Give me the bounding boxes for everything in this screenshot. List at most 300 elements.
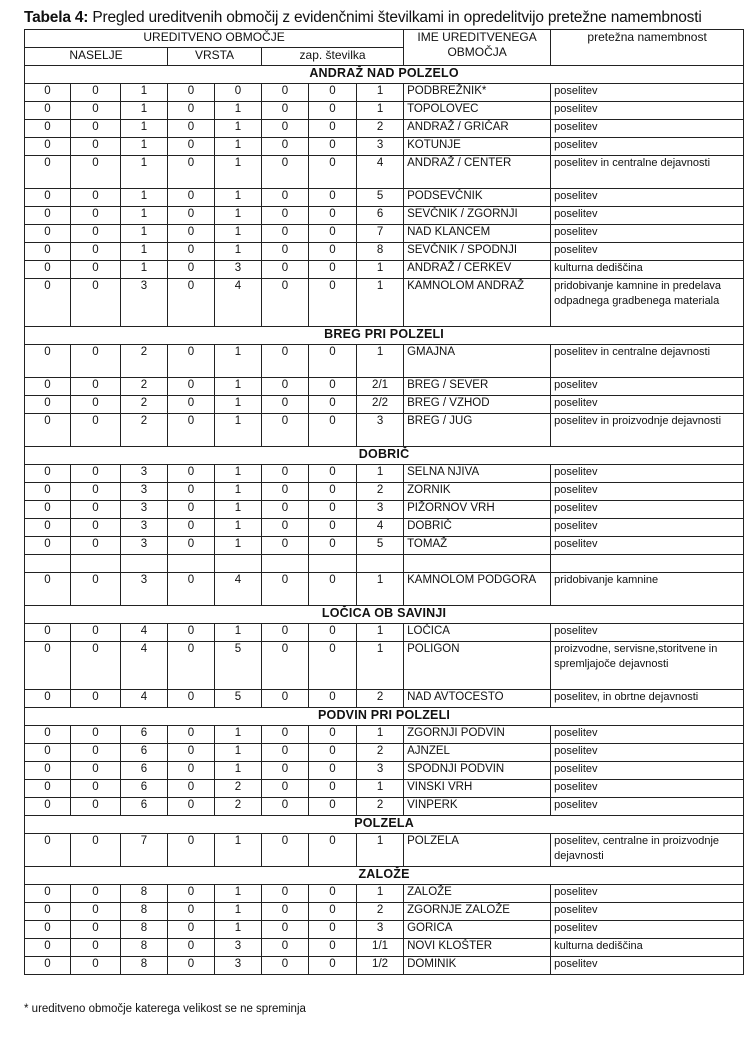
area-name-cell: LOČICA bbox=[404, 624, 551, 642]
code-cell: 6 bbox=[121, 780, 168, 798]
code-cell: 0 bbox=[262, 834, 309, 867]
table-row bbox=[25, 690, 744, 708]
code-cell: 4 bbox=[121, 690, 168, 708]
code-cell: 0 bbox=[309, 279, 357, 327]
code-cell: 0 bbox=[25, 762, 71, 780]
code-cell: 1 bbox=[357, 465, 404, 483]
code-cell: 0 bbox=[71, 225, 121, 243]
area-name-cell: TOPOLOVEC bbox=[404, 102, 551, 120]
code-cell: 1 bbox=[215, 744, 262, 762]
code-cell: 0 bbox=[168, 798, 215, 816]
land-use-cell: kulturna dediščina bbox=[551, 261, 744, 279]
section-title: ANDRAŽ NAD POLZELO bbox=[25, 66, 744, 84]
code-cell: 0 bbox=[71, 780, 121, 798]
area-name-cell: GORICA bbox=[404, 921, 551, 939]
code-cell: 1 bbox=[121, 189, 168, 207]
code-cell: 1 bbox=[215, 519, 262, 537]
table-row bbox=[25, 957, 744, 975]
code-cell: 3 bbox=[121, 465, 168, 483]
table-row bbox=[25, 885, 744, 903]
code-cell: 0 bbox=[71, 156, 121, 189]
code-cell: 0 bbox=[262, 903, 309, 921]
table-title-label: Tabela 4: bbox=[24, 9, 89, 26]
code-cell: 2 bbox=[357, 690, 404, 708]
code-cell: 1 bbox=[215, 138, 262, 156]
area-name-cell: ANDRAŽ / CENTER bbox=[404, 156, 551, 189]
code-cell: 0 bbox=[71, 726, 121, 744]
code-cell: 0 bbox=[25, 261, 71, 279]
code-cell: 0 bbox=[25, 243, 71, 261]
code-cell: 5 bbox=[357, 189, 404, 207]
footnote: * ureditveno območje katerega velikost se ne spreminja bbox=[24, 1003, 306, 1015]
code-cell: 0 bbox=[71, 798, 121, 816]
table-row bbox=[25, 120, 744, 138]
code-cell: 0 bbox=[71, 537, 121, 555]
section-title: LOČICA OB SAVINJI bbox=[25, 606, 744, 624]
code-cell: 0 bbox=[262, 120, 309, 138]
area-name-cell: NAD KLANCEM bbox=[404, 225, 551, 243]
code-cell: 8 bbox=[121, 957, 168, 975]
code-cell: 0 bbox=[262, 537, 309, 555]
code-cell: 0 bbox=[262, 396, 309, 414]
code-cell: 1 bbox=[121, 243, 168, 261]
table-row bbox=[25, 378, 744, 396]
code-cell: 0 bbox=[262, 207, 309, 225]
code-cell: 8 bbox=[357, 243, 404, 261]
code-cell: 1 bbox=[357, 261, 404, 279]
code-cell bbox=[168, 555, 215, 573]
code-cell: 0 bbox=[71, 501, 121, 519]
land-use-cell: proizvodne, servisne,storitvene in spremljajoče dejavnosti bbox=[551, 642, 744, 690]
code-cell: 1 bbox=[215, 903, 262, 921]
table-row bbox=[25, 726, 744, 744]
code-cell: 5 bbox=[215, 642, 262, 690]
code-cell: 0 bbox=[168, 483, 215, 501]
table-row bbox=[25, 102, 744, 120]
code-cell: 0 bbox=[262, 138, 309, 156]
code-cell: 1 bbox=[215, 414, 262, 447]
code-cell: 0 bbox=[25, 207, 71, 225]
table-row bbox=[25, 501, 744, 519]
area-name-cell: PODSEVČNIK bbox=[404, 189, 551, 207]
table-row bbox=[25, 624, 744, 642]
code-cell: 0 bbox=[168, 642, 215, 690]
code-cell: 0 bbox=[168, 261, 215, 279]
code-cell: 0 bbox=[168, 885, 215, 903]
code-cell: 1 bbox=[121, 225, 168, 243]
table-row bbox=[25, 573, 744, 606]
code-cell: 0 bbox=[168, 279, 215, 327]
code-cell: 3 bbox=[121, 501, 168, 519]
code-cell: 3 bbox=[357, 414, 404, 447]
area-name-cell: ZGORNJI PODVIN bbox=[404, 726, 551, 744]
code-cell: 0 bbox=[309, 519, 357, 537]
code-cell: 0 bbox=[25, 885, 71, 903]
code-cell: 2 bbox=[215, 780, 262, 798]
code-cell: 0 bbox=[262, 519, 309, 537]
code-cell: 0 bbox=[25, 84, 71, 102]
code-cell: 8 bbox=[121, 939, 168, 957]
code-cell: 0 bbox=[262, 345, 309, 378]
code-cell: 0 bbox=[25, 156, 71, 189]
code-cell: 2 bbox=[357, 744, 404, 762]
code-cell: 0 bbox=[71, 279, 121, 327]
code-cell: 0 bbox=[309, 207, 357, 225]
code-cell: 0 bbox=[168, 501, 215, 519]
code-cell: 4 bbox=[357, 156, 404, 189]
area-name-cell: SELNA NJIVA bbox=[404, 465, 551, 483]
code-cell: 0 bbox=[71, 345, 121, 378]
land-use-cell bbox=[551, 555, 744, 573]
land-use-cell: poselitev, centralne in proizvodnje dejavnosti bbox=[551, 834, 744, 867]
code-cell: 0 bbox=[71, 921, 121, 939]
code-cell: 3 bbox=[357, 762, 404, 780]
code-cell: 0 bbox=[262, 798, 309, 816]
code-cell: 3 bbox=[121, 483, 168, 501]
code-cell: 3 bbox=[215, 939, 262, 957]
code-cell: 2/2 bbox=[357, 396, 404, 414]
header-zap: zap. številka bbox=[262, 48, 404, 66]
table-title bbox=[24, 8, 744, 28]
area-name-cell: ANDRAŽ / CERKEV bbox=[404, 261, 551, 279]
code-cell: 4 bbox=[357, 519, 404, 537]
code-cell: 0 bbox=[309, 414, 357, 447]
code-cell: 0 bbox=[71, 261, 121, 279]
code-cell: 0 bbox=[168, 921, 215, 939]
land-use-cell: poselitev bbox=[551, 84, 744, 102]
code-cell: 0 bbox=[25, 690, 71, 708]
code-cell: 0 bbox=[71, 483, 121, 501]
code-cell: 0 bbox=[25, 501, 71, 519]
code-cell: 0 bbox=[309, 378, 357, 396]
code-cell: 1 bbox=[215, 537, 262, 555]
code-cell: 1/2 bbox=[357, 957, 404, 975]
land-use-cell: poselitev bbox=[551, 396, 744, 414]
code-cell: 0 bbox=[25, 519, 71, 537]
code-cell: 0 bbox=[309, 921, 357, 939]
code-cell: 0 bbox=[309, 261, 357, 279]
land-use-cell: poselitev in centralne dejavnosti bbox=[551, 156, 744, 189]
code-cell: 1 bbox=[357, 624, 404, 642]
code-cell: 5 bbox=[215, 690, 262, 708]
table-row bbox=[25, 156, 744, 189]
area-name-cell: NAD AVTOCESTO bbox=[404, 690, 551, 708]
code-cell: 1 bbox=[121, 207, 168, 225]
land-use-cell: pridobivanje kamnine in predelava odpadnega gradbenega materiala bbox=[551, 279, 744, 327]
code-cell: 0 bbox=[168, 225, 215, 243]
table-row bbox=[25, 138, 744, 156]
code-cell: 0 bbox=[25, 624, 71, 642]
code-cell: 0 bbox=[309, 957, 357, 975]
code-cell: 0 bbox=[309, 885, 357, 903]
code-cell: 1 bbox=[121, 120, 168, 138]
code-cell: 0 bbox=[262, 939, 309, 957]
code-cell: 0 bbox=[71, 642, 121, 690]
land-use-cell: poselitev bbox=[551, 465, 744, 483]
area-name-cell: SPODNJI PODVIN bbox=[404, 762, 551, 780]
code-cell: 0 bbox=[309, 537, 357, 555]
table-title-text: Pregled ureditvenih območij z evidenčnimi številkami in opredelitvijo pretežne namembnosti bbox=[92, 9, 702, 26]
code-cell: 1 bbox=[215, 120, 262, 138]
code-cell: 0 bbox=[309, 138, 357, 156]
code-cell: 0 bbox=[168, 345, 215, 378]
code-cell: 0 bbox=[309, 465, 357, 483]
land-use-cell: poselitev, in obrtne dejavnosti bbox=[551, 690, 744, 708]
code-cell bbox=[357, 555, 404, 573]
code-cell: 0 bbox=[262, 690, 309, 708]
code-cell: 2 bbox=[121, 345, 168, 378]
code-cell: 0 bbox=[71, 243, 121, 261]
code-cell: 0 bbox=[262, 921, 309, 939]
code-cell: 0 bbox=[168, 120, 215, 138]
area-name-cell: BREG / SEVER bbox=[404, 378, 551, 396]
code-cell: 1 bbox=[357, 84, 404, 102]
area-name-cell: VINPERK bbox=[404, 798, 551, 816]
code-cell: 0 bbox=[168, 243, 215, 261]
code-cell: 0 bbox=[262, 762, 309, 780]
code-cell: 0 bbox=[309, 726, 357, 744]
code-cell: 0 bbox=[25, 744, 71, 762]
code-cell: 1 bbox=[357, 642, 404, 690]
section-title: DOBRIČ bbox=[25, 447, 744, 465]
code-cell: 0 bbox=[25, 396, 71, 414]
land-use-cell: poselitev bbox=[551, 885, 744, 903]
code-cell: 0 bbox=[309, 780, 357, 798]
section-title: ZALOŽE bbox=[25, 867, 744, 885]
code-cell: 1 bbox=[215, 396, 262, 414]
section-row bbox=[25, 867, 744, 885]
code-cell: 0 bbox=[262, 957, 309, 975]
section-row bbox=[25, 447, 744, 465]
code-cell: 6 bbox=[121, 762, 168, 780]
code-cell: 2 bbox=[357, 120, 404, 138]
code-cell: 0 bbox=[309, 84, 357, 102]
code-cell: 0 bbox=[262, 744, 309, 762]
header-name: IME UREDITVENEGA OBMOČJA bbox=[404, 30, 551, 66]
code-cell: 0 bbox=[309, 834, 357, 867]
code-cell: 1 bbox=[121, 156, 168, 189]
land-use-cell: poselitev bbox=[551, 762, 744, 780]
land-use-cell: kulturna dediščina bbox=[551, 939, 744, 957]
table-row bbox=[25, 798, 744, 816]
code-cell: 0 bbox=[168, 84, 215, 102]
area-name-cell: KAMNOLOM PODGORA bbox=[404, 573, 551, 606]
code-cell: 0 bbox=[25, 279, 71, 327]
code-cell: 0 bbox=[168, 939, 215, 957]
code-cell: 0 bbox=[168, 207, 215, 225]
code-cell: 1 bbox=[215, 225, 262, 243]
code-cell: 0 bbox=[25, 102, 71, 120]
code-cell: 0 bbox=[168, 957, 215, 975]
code-cell: 0 bbox=[71, 624, 121, 642]
code-cell: 2 bbox=[121, 396, 168, 414]
code-cell: 0 bbox=[168, 573, 215, 606]
code-cell: 1 bbox=[121, 138, 168, 156]
code-cell: 0 bbox=[262, 780, 309, 798]
code-cell: 3 bbox=[121, 573, 168, 606]
land-use-cell: poselitev bbox=[551, 189, 744, 207]
table-row bbox=[25, 642, 744, 690]
code-cell: 1 bbox=[215, 834, 262, 867]
code-cell: 0 bbox=[71, 138, 121, 156]
code-cell: 4 bbox=[215, 279, 262, 327]
code-cell: 1 bbox=[215, 243, 262, 261]
code-cell: 0 bbox=[309, 120, 357, 138]
code-cell: 3 bbox=[357, 921, 404, 939]
land-use-cell: pridobivanje kamnine bbox=[551, 573, 744, 606]
table-row bbox=[25, 921, 744, 939]
code-cell: 1 bbox=[357, 834, 404, 867]
code-cell: 0 bbox=[25, 120, 71, 138]
area-name-cell: KAMNOLOM ANDRAŽ bbox=[404, 279, 551, 327]
code-cell: 0 bbox=[25, 834, 71, 867]
table-row bbox=[25, 939, 744, 957]
area-name-cell: SEVČNIK / ZGORNJI bbox=[404, 207, 551, 225]
code-cell: 0 bbox=[262, 501, 309, 519]
code-cell: 1 bbox=[215, 624, 262, 642]
code-cell: 0 bbox=[71, 903, 121, 921]
code-cell: 0 bbox=[71, 939, 121, 957]
code-cell: 0 bbox=[262, 726, 309, 744]
table-row bbox=[25, 189, 744, 207]
code-cell: 0 bbox=[168, 834, 215, 867]
areas-table bbox=[24, 29, 744, 975]
code-cell: 6 bbox=[121, 798, 168, 816]
code-cell: 4 bbox=[121, 624, 168, 642]
table-row bbox=[25, 225, 744, 243]
code-cell: 8 bbox=[121, 903, 168, 921]
land-use-cell: poselitev bbox=[551, 519, 744, 537]
section-row bbox=[25, 327, 744, 345]
land-use-cell: poselitev bbox=[551, 207, 744, 225]
code-cell: 0 bbox=[262, 225, 309, 243]
code-cell: 3 bbox=[215, 261, 262, 279]
code-cell: 0 bbox=[71, 885, 121, 903]
code-cell: 0 bbox=[309, 573, 357, 606]
code-cell: 1/1 bbox=[357, 939, 404, 957]
table-row bbox=[25, 744, 744, 762]
code-cell: 0 bbox=[71, 465, 121, 483]
land-use-cell: poselitev bbox=[551, 225, 744, 243]
table-row bbox=[25, 414, 744, 447]
code-cell: 0 bbox=[262, 189, 309, 207]
area-name-cell: DOBRIČ bbox=[404, 519, 551, 537]
code-cell: 0 bbox=[168, 690, 215, 708]
table-row bbox=[25, 396, 744, 414]
code-cell: 0 bbox=[309, 939, 357, 957]
code-cell: 1 bbox=[121, 102, 168, 120]
land-use-cell: poselitev bbox=[551, 501, 744, 519]
code-cell: 0 bbox=[25, 378, 71, 396]
code-cell: 2 bbox=[121, 378, 168, 396]
code-cell: 1 bbox=[215, 207, 262, 225]
code-cell: 0 bbox=[25, 573, 71, 606]
code-cell: 0 bbox=[168, 903, 215, 921]
code-cell: 0 bbox=[309, 642, 357, 690]
code-cell: 1 bbox=[121, 84, 168, 102]
code-cell bbox=[25, 555, 71, 573]
land-use-cell: poselitev bbox=[551, 138, 744, 156]
section-row bbox=[25, 816, 744, 834]
code-cell: 0 bbox=[168, 396, 215, 414]
code-cell: 1 bbox=[357, 885, 404, 903]
land-use-cell: poselitev bbox=[551, 624, 744, 642]
land-use-cell: poselitev bbox=[551, 903, 744, 921]
code-cell: 0 bbox=[71, 414, 121, 447]
code-cell: 0 bbox=[168, 624, 215, 642]
code-cell: 0 bbox=[262, 84, 309, 102]
code-cell: 0 bbox=[25, 537, 71, 555]
code-cell: 0 bbox=[309, 744, 357, 762]
area-name-cell: AJNZEL bbox=[404, 744, 551, 762]
code-cell: 0 bbox=[168, 744, 215, 762]
code-cell: 0 bbox=[25, 225, 71, 243]
code-cell: 0 bbox=[25, 483, 71, 501]
code-cell: 7 bbox=[357, 225, 404, 243]
code-cell: 1 bbox=[215, 501, 262, 519]
code-cell: 0 bbox=[25, 939, 71, 957]
code-cell: 2 bbox=[357, 903, 404, 921]
code-cell: 6 bbox=[121, 744, 168, 762]
land-use-cell: poselitev bbox=[551, 744, 744, 762]
area-name-cell: PODBREŽNIK* bbox=[404, 84, 551, 102]
code-cell: 0 bbox=[168, 762, 215, 780]
code-cell: 0 bbox=[262, 642, 309, 690]
land-use-cell: poselitev bbox=[551, 798, 744, 816]
table-row bbox=[25, 345, 744, 378]
code-cell: 1 bbox=[215, 885, 262, 903]
code-cell: 2 bbox=[357, 798, 404, 816]
code-cell: 3 bbox=[121, 537, 168, 555]
area-name-cell: DOMINIK bbox=[404, 957, 551, 975]
code-cell: 1 bbox=[215, 465, 262, 483]
area-name-cell: PIŽORNOV VRH bbox=[404, 501, 551, 519]
code-cell: 2 bbox=[215, 798, 262, 816]
code-cell bbox=[215, 555, 262, 573]
area-name-cell: ANDRAŽ / GRIČAR bbox=[404, 120, 551, 138]
code-cell bbox=[71, 555, 121, 573]
section-row bbox=[25, 708, 744, 726]
code-cell: 0 bbox=[262, 414, 309, 447]
code-cell: 8 bbox=[121, 885, 168, 903]
code-cell: 0 bbox=[262, 102, 309, 120]
code-cell: 0 bbox=[71, 519, 121, 537]
code-cell: 2/1 bbox=[357, 378, 404, 396]
code-cell: 3 bbox=[357, 501, 404, 519]
code-cell: 0 bbox=[309, 243, 357, 261]
code-cell: 0 bbox=[25, 138, 71, 156]
code-cell: 0 bbox=[168, 519, 215, 537]
area-name-cell: POLZELA bbox=[404, 834, 551, 867]
code-cell: 0 bbox=[168, 465, 215, 483]
area-name-cell: KOTUNJE bbox=[404, 138, 551, 156]
table-row bbox=[25, 279, 744, 327]
code-cell: 1 bbox=[357, 573, 404, 606]
code-cell: 0 bbox=[71, 207, 121, 225]
area-name-cell: ZALOŽE bbox=[404, 885, 551, 903]
code-cell: 0 bbox=[168, 138, 215, 156]
code-cell: 0 bbox=[309, 156, 357, 189]
code-cell: 0 bbox=[25, 726, 71, 744]
header-area: UREDITVENO OBMOČJE bbox=[25, 30, 404, 48]
code-cell: 1 bbox=[357, 345, 404, 378]
code-cell: 0 bbox=[25, 780, 71, 798]
code-cell bbox=[309, 555, 357, 573]
code-cell: 0 bbox=[309, 690, 357, 708]
section-title: BREG PRI POLZELI bbox=[25, 327, 744, 345]
code-cell: 0 bbox=[25, 189, 71, 207]
table-row bbox=[25, 537, 744, 555]
